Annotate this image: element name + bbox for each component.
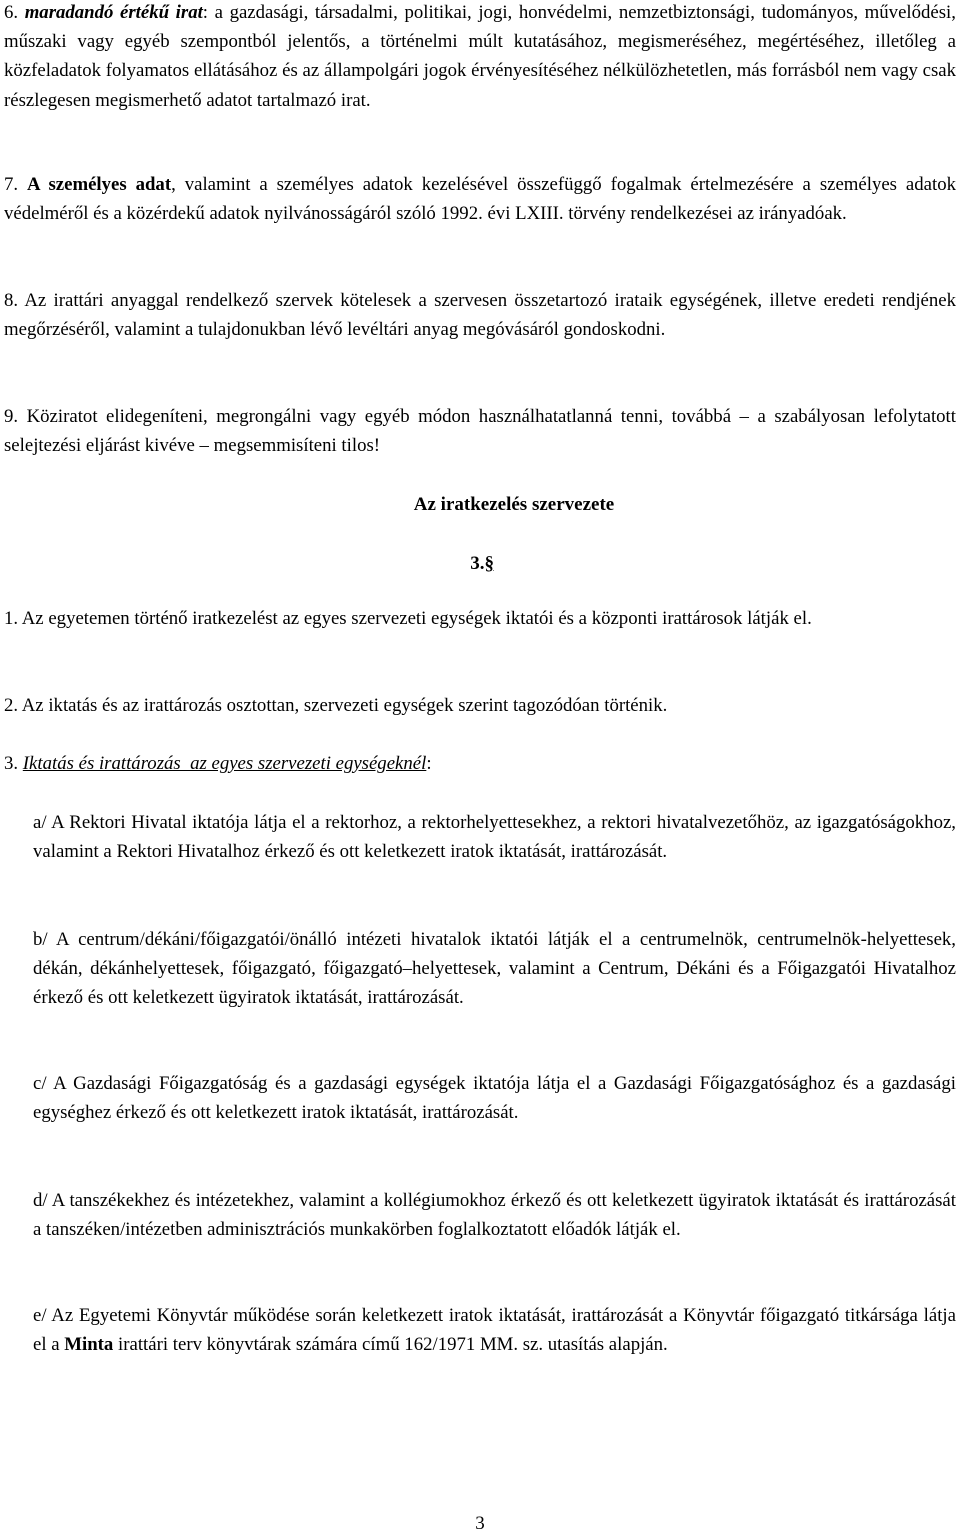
page-number: 3 bbox=[475, 1513, 485, 1534]
section-number-value: 3. bbox=[470, 553, 485, 574]
paragraph-6-term: maradandó értékű irat bbox=[24, 2, 203, 23]
paragraph-7-text: , valamint a személyes adatok kezelésével összefüggő fogalmak értelmezésére a személyes adatok védelméről és a közérdekű adatok nyilvánosságáról szóló 1992. évi LXIII. törvény rendelkezései az irányadóak. bbox=[4, 174, 956, 225]
paragraph-8: 8. Az irattári anyaggal rendelkező szervek kötelesek a szervesen összetartozó irataik egységének, illetve eredeti rendjének megőrzéséről, valamint a tulajdonukban lévő levéltári anyag megóvásáról gondoskodni. bbox=[4, 290, 956, 341]
paragraph-6-text: : a gazdasági, társadalmi, politikai, jogi, honvédelmi, nemzetbiztonsági, tudományos, művelődési, műszaki vagy egyéb szempontból jelentős, a történelmi múlt kutatásához, megismeréséhez, megértéséhez, illetőleg a közfeladatok folyamatos ellátásához és az állampolgári jogok érvényesítéséhez nélkülözhetetlen, más forrásból nem vagy csak részlegesen megismerhető adatot tartalmazó irat. bbox=[4, 2, 956, 111]
paragraph-7-term: A személyes adat bbox=[27, 174, 172, 195]
section-number bbox=[4, 549, 956, 578]
section-symbol: § bbox=[484, 553, 494, 574]
subitem-c: c/ A Gazdasági Főigazgatóság és a gazdasági egységek iktatója látja el a Gazdasági Főigazgatósághoz és a gazdasági egységhez érkező és ott keletkezett iratok iktatását, irattározását. bbox=[33, 1073, 956, 1124]
point-3-title: Iktatás és irattározás az egyes szervezeti egységeknél bbox=[22, 753, 427, 774]
subitem-b: b/ A centrum/dékáni/főigazgatói/önálló intézeti hivatalok iktatói látják el a centrumelnök, centrumelnök-helyettesek, dékán, dékánhelyettesek, főigazgató, főigazgató–helyettesek, valamint a Centrum, Dékáni és a Főigazgatói Hivatalhoz érkező és ott keletkezett ügyiratok iktatását, irattározását. bbox=[33, 929, 956, 1009]
subitem-e-text-start: e/ Az Egyetemi Könyvtár működése során keletkezett iratok iktatását, irattározását a Könyvtár főigazgató titkársága látja el a bbox=[33, 1305, 956, 1356]
subitem-a: a/ A Rektori Hivatal iktatója látja el a rektorhoz, a rektorhelyettesekhez, a rektori hivatalvezetőhöz, az igazgatóságokhoz, valamint a Rektori Hivatalhoz érkező és ott keletkezett iratok iktatását, irattározását. bbox=[33, 812, 956, 863]
subitem-e bbox=[33, 1301, 956, 1359]
paragraph-7 bbox=[4, 170, 956, 228]
point-3-number: 3. bbox=[4, 753, 19, 774]
point-3 bbox=[4, 749, 956, 778]
subitem-e-bold: Minta bbox=[64, 1334, 114, 1356]
section-heading: Az iratkezelés szervezete bbox=[413, 494, 615, 515]
point-3-colon: : bbox=[426, 753, 432, 774]
paragraph-6-number: 6. bbox=[4, 2, 19, 23]
point-2: 2. Az iktatás és az irattározás osztottan, szervezeti egységek szerint tagozódóan történik. bbox=[4, 695, 668, 716]
paragraph-7-number: 7. bbox=[4, 174, 19, 195]
paragraph-6 bbox=[4, 0, 956, 115]
subitem-e-text-end: irattári terv könyvtárak számára című 162/1971 MM. sz. utasítás alapján. bbox=[113, 1334, 668, 1356]
point-1: 1. Az egyetemen történő iratkezelést az egyes szervezeti egységek iktatói és a központi irattárosok látják el. bbox=[4, 608, 812, 629]
paragraph-9: 9. Köziratot elidegeníteni, megrongálni vagy egyéb módon használhatatlanná tenni, továbbá – a szabályosan lefolytatott selejtezési eljárást kivéve – megsemmisíteni tilos! bbox=[4, 406, 956, 457]
subitem-d: d/ A tanszékekhez és intézetekhez, valamint a kollégiumokhoz érkező és ott keletkezett ügyiratok iktatását és irattározását a tanszéken/intézetben adminisztrációs munkakörben foglalkoztatott előadók látják el. bbox=[33, 1190, 956, 1241]
